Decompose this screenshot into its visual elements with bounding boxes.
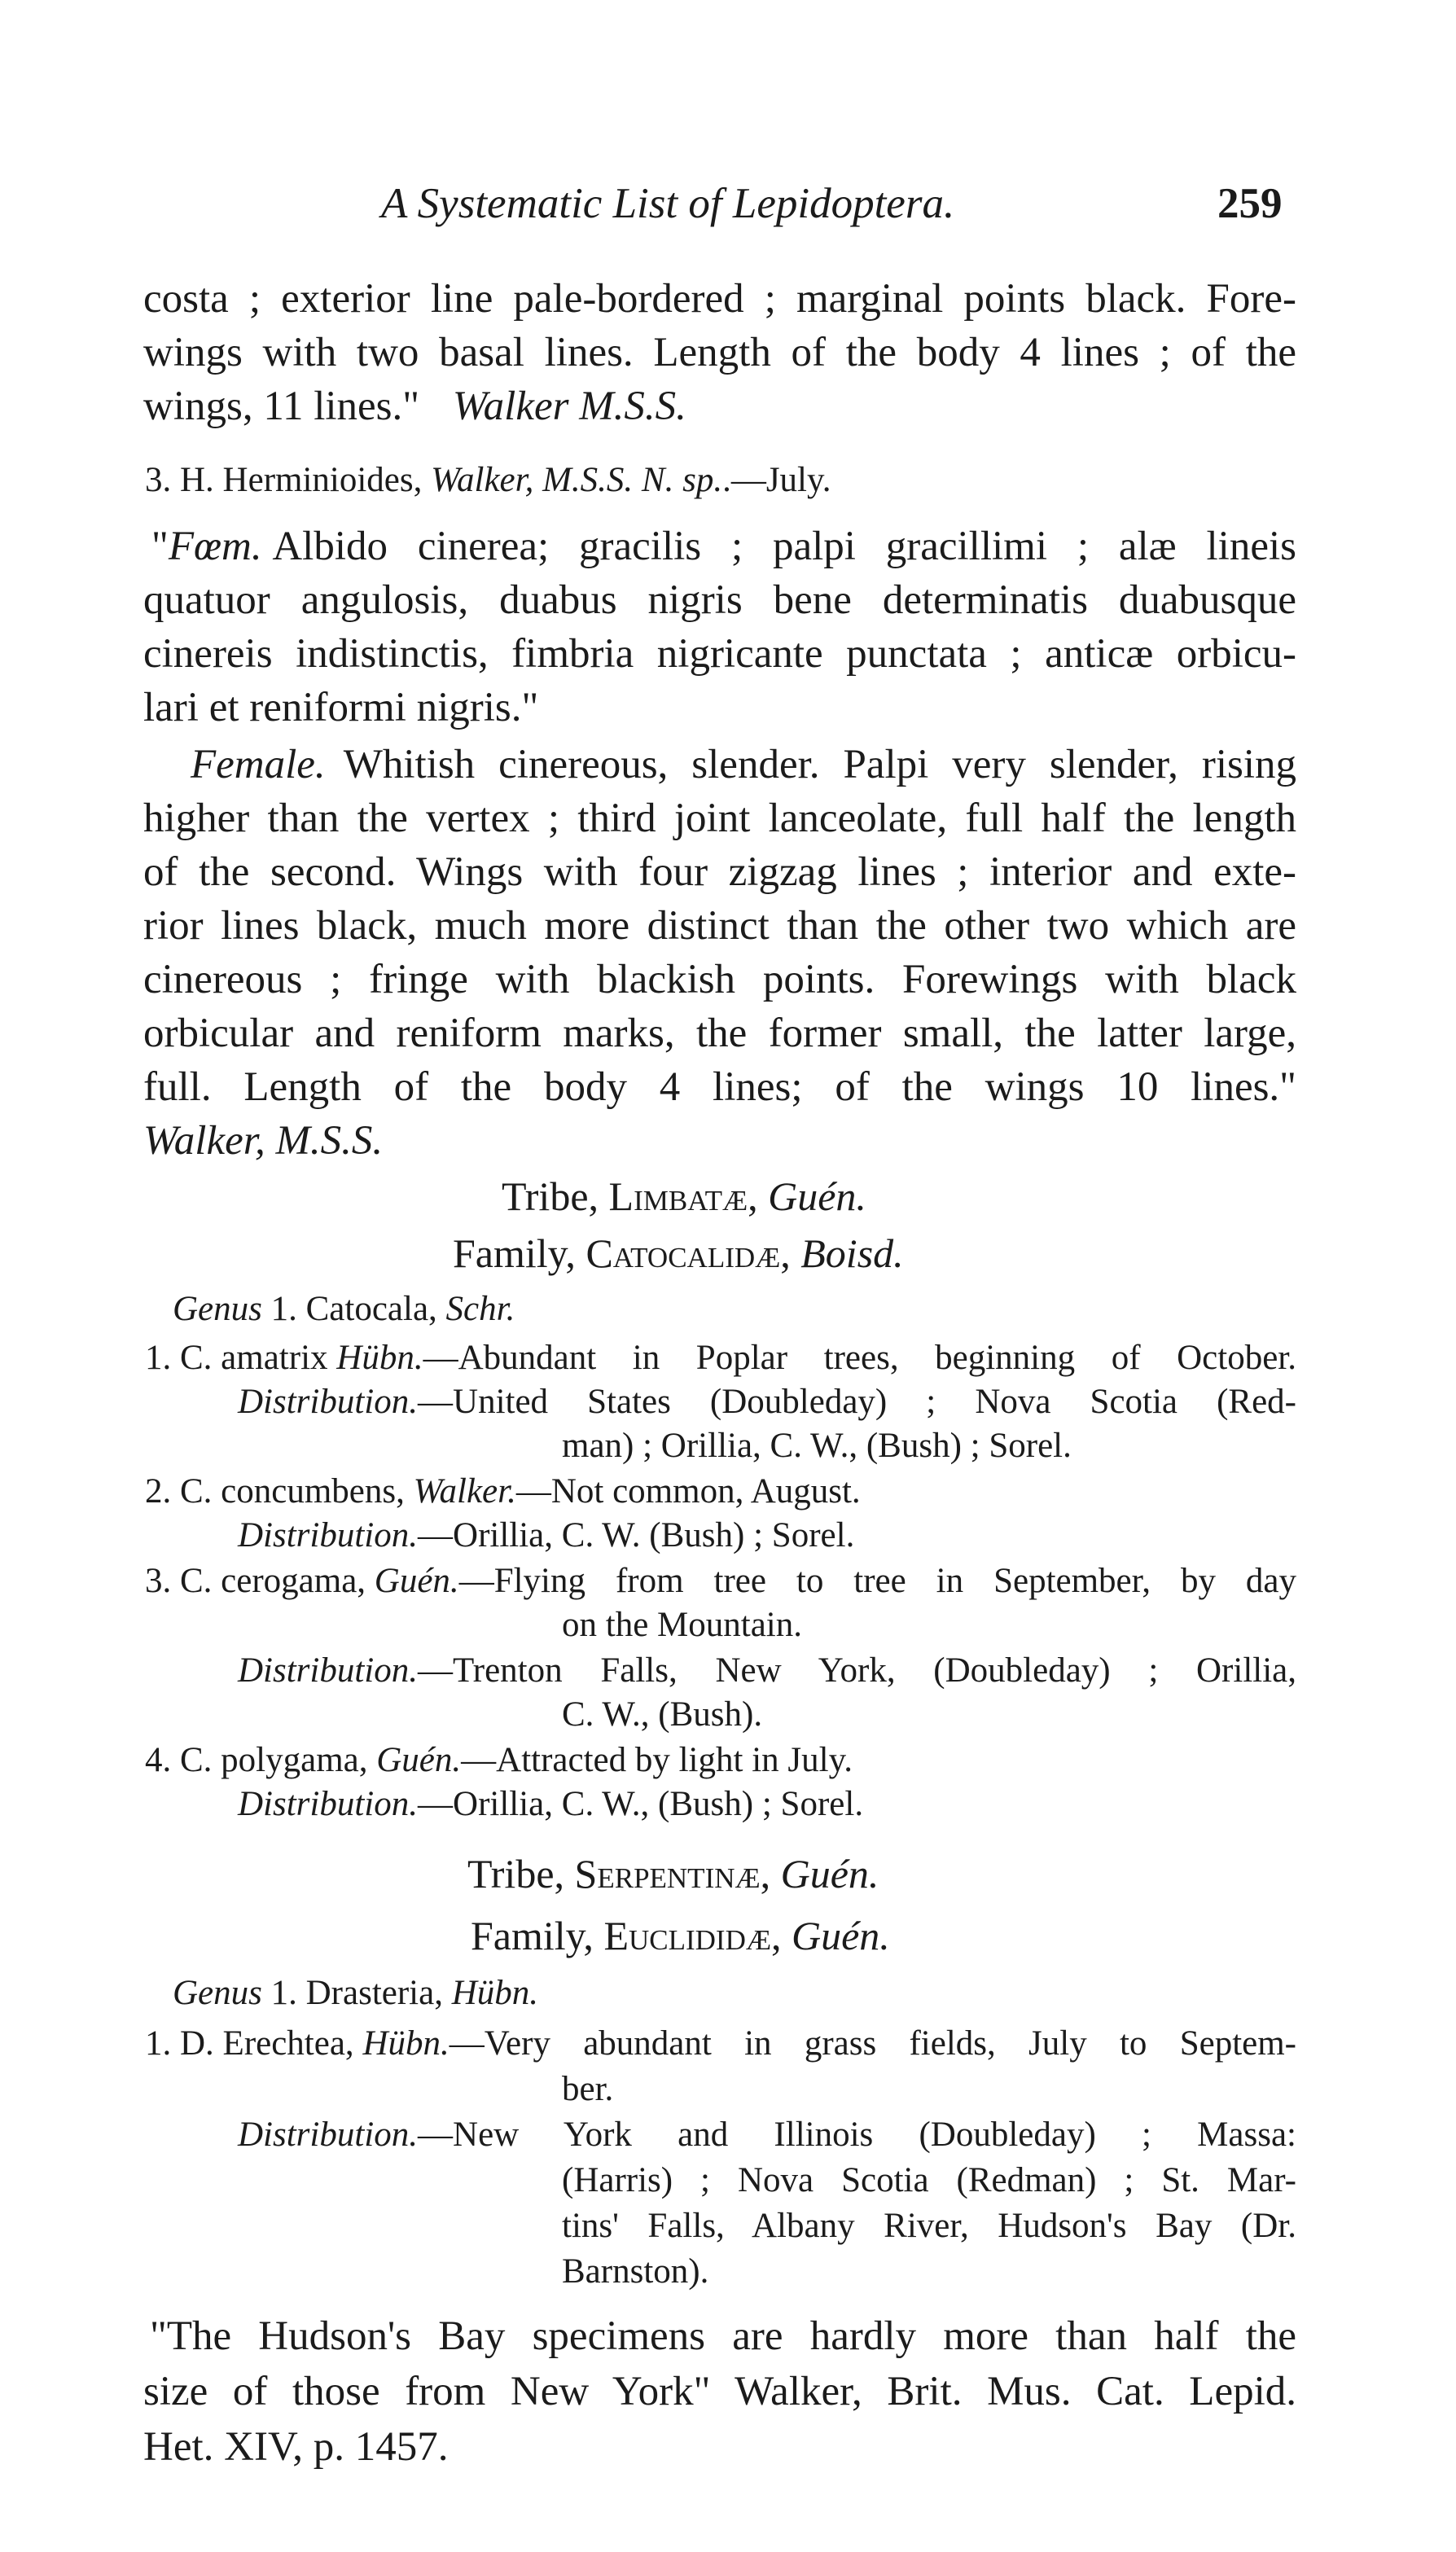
running-title: A Systematic List of Lepidoptera. xyxy=(381,180,955,227)
species-entry xyxy=(145,2026,1296,2061)
distribution-line: Barnston). xyxy=(562,2252,709,2291)
species-name: 4. C. polygama, xyxy=(145,1741,368,1779)
species-name: 1. D. Erechtea, xyxy=(145,2024,354,2063)
author-citation: Guén. xyxy=(376,1741,462,1779)
tribe-author: Guén. xyxy=(768,1173,866,1219)
distribution-line xyxy=(238,1384,1296,1419)
page-number: 259 xyxy=(1217,180,1283,227)
female-line: rior lines black, much more distinct than the other two which are xyxy=(143,903,1296,949)
closing-line: Het. XIV, p. 1457. xyxy=(143,2424,449,2470)
paragraph-text: wings, 11 lines." xyxy=(143,384,420,429)
tribe-prefix: Tribe, xyxy=(502,1173,599,1219)
distribution-label: Distribution. xyxy=(238,1383,419,1421)
family-author: Boisd. xyxy=(800,1230,904,1276)
female-line xyxy=(191,744,1296,786)
family-name: Catocalidæ, xyxy=(585,1230,791,1276)
author-citation: Walker. xyxy=(413,1472,516,1511)
species-entry xyxy=(145,1563,1296,1598)
family-author: Guén. xyxy=(791,1913,890,1958)
distribution-text: —Orillia, C. W., (Bush) ; Sorel. xyxy=(418,1785,864,1823)
genus-heading xyxy=(173,1291,515,1326)
genus-name: 1. Catocala, xyxy=(270,1290,437,1328)
family-heading xyxy=(453,1230,904,1276)
species-name: 3. H. Herminioides, xyxy=(145,461,423,499)
latin-line: quatuor angulosis, duabus nigris bene determinatis duabusque xyxy=(143,577,1296,623)
author-citation: Hübn. xyxy=(362,2024,450,2063)
distribution-text: —Orillia, C. W. (Bush) ; Sorel. xyxy=(418,1516,855,1554)
sex-label: Female. xyxy=(191,742,326,787)
entry-text: —Attracted by light in July. xyxy=(461,1741,853,1779)
entry-text: —Abundant in Poplar trees, beginning of October. xyxy=(423,1339,1296,1377)
author-citation: Walker, M.S.S. N. sp. xyxy=(431,461,723,499)
paragraph-line xyxy=(143,386,686,428)
distribution-line: C. W., (Bush). xyxy=(562,1695,763,1734)
author-citation: Walker M.S.S. xyxy=(452,384,686,429)
distribution-line: tins' Falls, Albany River, Hudson's Bay (Dr. xyxy=(562,2207,1296,2245)
latin-line: lari et reniformi nigris." xyxy=(143,685,539,730)
female-line: full. Length of the body 4 lines; of the wings 10 lines." xyxy=(143,1064,1296,1110)
distribution-line xyxy=(238,1518,854,1553)
tribe-prefix: Tribe, xyxy=(467,1851,565,1896)
female-line: cinereous ; fringe with blackish points. Forewings with black xyxy=(143,957,1296,1002)
tribe-heading xyxy=(467,1853,879,1894)
closing-line: "The Hudson's Bay specimens are hardly more than half the xyxy=(150,2313,1296,2359)
author-citation: Guén. xyxy=(374,1562,459,1600)
species-entry xyxy=(145,463,831,498)
species-name: 2. C. concumbens, xyxy=(145,1472,405,1511)
distribution-line: (Harris) ; Nova Scotia (Redman) ; St. Mar- xyxy=(562,2161,1296,2199)
paragraph-line: costa ; exterior line pale-bordered ; marginal points black. Fore- xyxy=(143,276,1296,322)
distribution-text: —Trenton Falls, New York, (Doubleday) ; Orillia, xyxy=(418,1651,1296,1690)
entry-text: .—July. xyxy=(722,461,831,499)
quote-mark: " xyxy=(151,524,169,569)
tribe-heading xyxy=(502,1173,866,1219)
author-citation: Hübn. xyxy=(336,1339,423,1377)
entry-text: —Very abundant in grass fields, July to Septem- xyxy=(449,2024,1296,2063)
closing-line: size of those from New York" Walker, Brit. Mus. Cat. Lepid. xyxy=(143,2369,1296,2414)
genus-author: Schr. xyxy=(445,1290,515,1328)
entry-text: —Not common, August. xyxy=(515,1472,861,1511)
distribution-line xyxy=(238,1653,1296,1688)
distribution-label: Distribution. xyxy=(238,1785,419,1823)
tribe-name: Limbatæ, xyxy=(608,1173,758,1219)
author-citation: Walker, M.S.S. xyxy=(143,1118,384,1164)
female-line: orbicular and reniform marks, the former small, the latter large, xyxy=(143,1011,1296,1056)
female-line: higher than the vertex ; third joint lanceolate, full half the length xyxy=(143,796,1296,841)
entry-text-line: ber. xyxy=(562,2070,614,2108)
family-name: Euclididæ, xyxy=(603,1913,782,1958)
latin-text: Albido cinerea; gracilis ; palpi gracillimi ; alæ lineis xyxy=(272,524,1296,569)
species-entry xyxy=(145,1340,1296,1375)
distribution-line xyxy=(238,2117,1296,2152)
entry-text-line: on the Mountain. xyxy=(562,1606,802,1644)
genus-name: 1. Drasteria, xyxy=(270,1974,443,2012)
distribution-label: Distribution. xyxy=(238,1516,419,1554)
distribution-text: —United States (Doubleday) ; Nova Scotia (Red- xyxy=(418,1383,1296,1421)
tribe-name: Serpentinæ, xyxy=(574,1851,771,1896)
sex-label: Fœm. xyxy=(168,524,262,569)
distribution-label: Distribution. xyxy=(238,1651,419,1690)
genus-prefix: Genus xyxy=(173,1290,262,1328)
family-prefix: Family, xyxy=(471,1913,594,1958)
tribe-author: Guén. xyxy=(780,1851,879,1896)
species-name: 3. C. cerogama, xyxy=(145,1562,366,1600)
family-heading xyxy=(471,1915,890,1956)
genus-prefix: Genus xyxy=(173,1974,262,2012)
species-entry xyxy=(145,1474,861,1509)
genus-heading xyxy=(173,1975,538,2010)
family-prefix: Family, xyxy=(453,1230,576,1276)
species-name: 1. C. amatrix xyxy=(145,1339,328,1377)
paragraph-line: wings with two basal lines. Length of the body 4 lines ; of the xyxy=(143,330,1296,375)
latin-line xyxy=(151,526,1296,568)
distribution-line xyxy=(238,1787,863,1822)
species-entry xyxy=(145,1743,853,1778)
female-text: Whitish cinereous, slender. Palpi very slender, rising xyxy=(343,742,1296,787)
distribution-text: —New York and Illinois (Doubleday) ; Massa: xyxy=(418,2116,1296,2154)
distribution-label: Distribution. xyxy=(238,2116,419,2154)
entry-text: —Flying from tree to tree in September, by day xyxy=(458,1562,1296,1600)
genus-author: Hübn. xyxy=(451,1974,539,2012)
latin-line: cinereis indistinctis, fimbria nigricante punctata ; anticæ orbicu- xyxy=(143,631,1296,677)
distribution-line: man) ; Orillia, C. W., (Bush) ; Sorel. xyxy=(562,1427,1072,1465)
female-line: of the second. Wings with four zigzag lines ; interior and exte- xyxy=(143,849,1296,895)
